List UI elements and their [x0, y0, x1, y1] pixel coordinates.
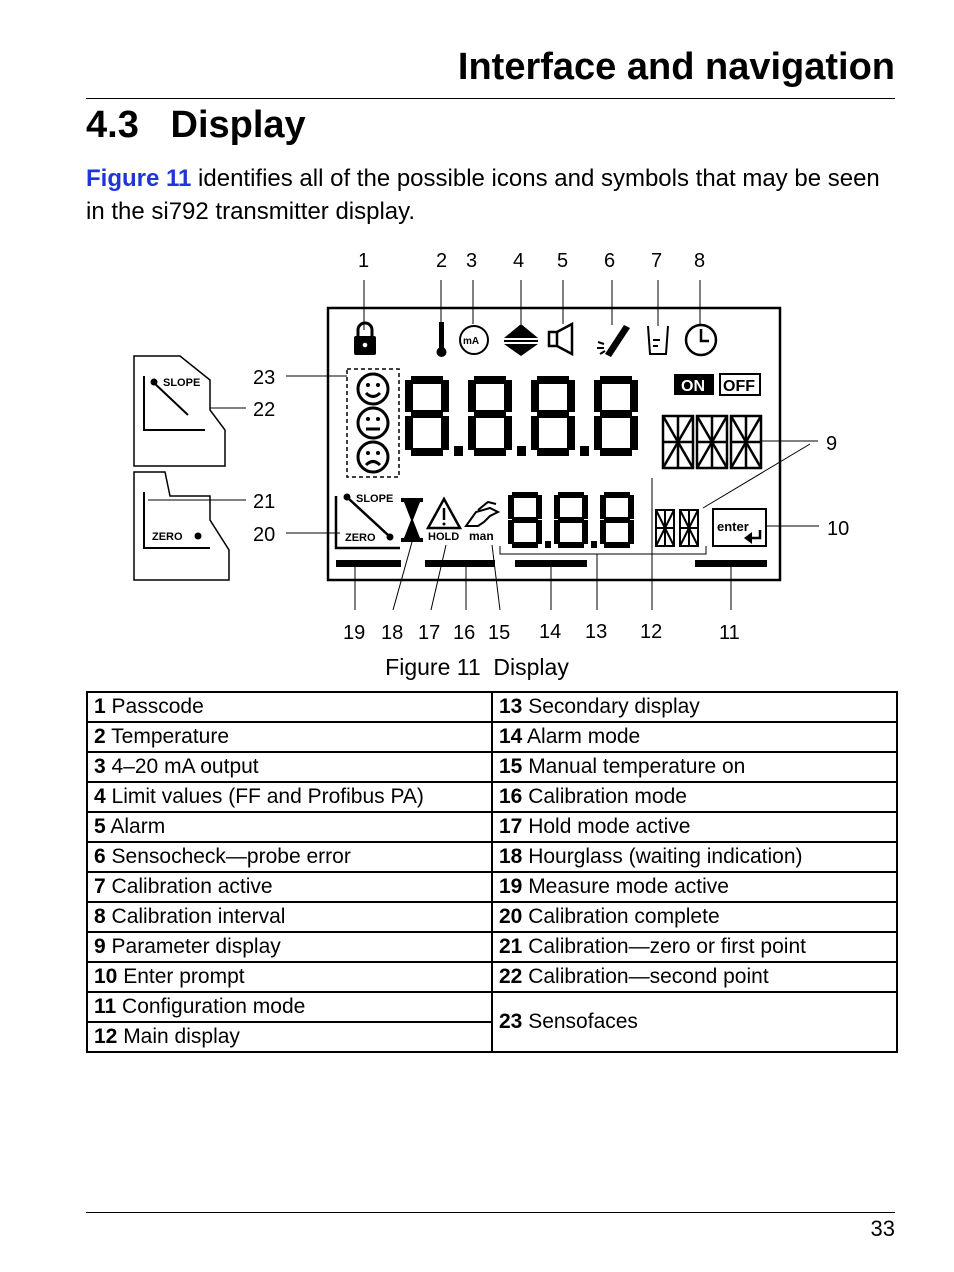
legend-cell	[87, 962, 492, 992]
legend-text: Calibration active	[105, 875, 273, 898]
legend-cell	[87, 812, 492, 842]
legend-text: Parameter display	[105, 935, 281, 958]
header-rule	[86, 98, 895, 99]
legend-number: 11	[94, 995, 117, 1018]
legend-number: 17	[499, 815, 523, 838]
thermometer-icon	[437, 322, 447, 357]
legend-cell	[87, 902, 492, 932]
header-title: Interface and navigation	[457, 46, 895, 88]
zero-dot	[195, 533, 202, 540]
legend-cell	[87, 872, 492, 902]
hourglass-icon	[401, 498, 423, 542]
legend-row	[87, 692, 897, 722]
sensocheck-icon	[597, 325, 630, 357]
legend-row	[87, 722, 897, 752]
intro-paragraph	[86, 162, 886, 228]
callout-number: 19	[343, 622, 366, 644]
legend-text: Sensofaces	[522, 1010, 638, 1033]
legend-number: 3	[94, 755, 106, 778]
legend-cell	[492, 902, 897, 932]
legend-number: 14	[499, 725, 523, 748]
legend-text: Passcode	[105, 695, 204, 718]
legend-cell	[87, 692, 492, 722]
legend-cell	[87, 722, 492, 752]
legend-number: 9	[94, 935, 106, 958]
alnum-digit	[731, 416, 761, 468]
callout-number: 1	[358, 250, 370, 272]
main-digit	[531, 376, 589, 456]
smiley-icon	[358, 374, 388, 404]
secondary-digit	[508, 492, 551, 548]
secondary-alnum	[656, 510, 698, 546]
legend-text: Hourglass (waiting indication)	[522, 845, 803, 868]
callout-number: 9	[826, 433, 838, 455]
legend-number: 18	[499, 845, 523, 868]
legend-number: 12	[94, 1025, 118, 1048]
callout-number: 18	[381, 622, 404, 644]
alnum-digit	[663, 416, 693, 468]
callout-number: 16	[453, 622, 476, 644]
main-display	[405, 376, 638, 456]
legend-text: Secondary display	[522, 695, 700, 718]
legend-number: 19	[499, 875, 523, 898]
legend-text: Sensocheck—probe error	[105, 845, 351, 868]
callout-number: 3	[466, 250, 478, 272]
legend-text: Measure mode active	[522, 875, 729, 898]
legend-row	[87, 992, 897, 1022]
legend-number: 23	[499, 1010, 523, 1033]
legend-number: 2	[94, 725, 106, 748]
legend-number: 15	[499, 755, 523, 778]
main-digit	[468, 376, 526, 456]
legend-text: Alarm	[105, 815, 166, 838]
legend-text: Limit values (FF and Profibus PA)	[105, 785, 424, 808]
secondary-digit	[554, 492, 597, 548]
legend-row	[87, 812, 897, 842]
sad-face-icon	[358, 442, 388, 472]
small-alnum-digit	[680, 510, 698, 546]
zero-panel-inset	[134, 472, 229, 580]
alarm-horn-icon	[549, 324, 572, 354]
legend-cell	[492, 812, 897, 842]
legend-text: Calibration—zero or first point	[522, 935, 806, 958]
legend-row	[87, 752, 897, 782]
callout-number: 13	[585, 621, 608, 643]
legend-row	[87, 962, 897, 992]
figure-caption: Figure 11 Display	[385, 654, 569, 680]
legend-number: 10	[94, 965, 118, 988]
callout-number: 2	[436, 250, 448, 272]
lcd-zero-dot	[387, 534, 394, 541]
legend-cell	[87, 1022, 492, 1052]
callout-number: 5	[557, 250, 569, 272]
zero-inset-label: ZERO	[152, 531, 183, 543]
callout-number: 12	[640, 621, 663, 643]
legend-text: Hold mode active	[522, 815, 691, 838]
legend-number: 16	[499, 785, 523, 808]
legend-cell	[87, 752, 492, 782]
warning-triangle-icon	[428, 499, 460, 528]
main-digit	[594, 376, 638, 456]
legend-text: Manual temperature on	[522, 755, 746, 778]
callout-number: 22	[253, 399, 276, 421]
legend-text: 4–20 mA output	[105, 755, 259, 778]
limit-arrows-icon	[504, 324, 538, 356]
callout-number: 15	[488, 622, 511, 644]
neutral-face-icon	[358, 408, 388, 438]
figure-reference-link[interactable]: Figure 11	[86, 165, 192, 192]
lock-icon	[354, 323, 376, 355]
slope-panel-inset	[134, 356, 225, 466]
legend-text: Alarm mode	[522, 725, 641, 748]
lcd-slope-label: SLOPE	[356, 493, 394, 505]
main-digit	[405, 376, 463, 456]
footer-rule	[86, 1212, 895, 1213]
legend-cell	[492, 782, 897, 812]
small-alnum-digit	[656, 510, 674, 546]
legend-number: 5	[94, 815, 106, 838]
mode-bars	[336, 560, 767, 567]
legend-cell	[492, 872, 897, 902]
callout-number: 10	[827, 518, 850, 540]
legend-cell	[492, 992, 897, 1052]
calibration-beaker-icon	[648, 326, 668, 354]
legend-cell	[492, 692, 897, 722]
legend-row	[87, 782, 897, 812]
legend-cell	[492, 842, 897, 872]
slope-dot	[151, 379, 158, 386]
callout-number: 17	[418, 622, 441, 644]
legend-text: Calibration mode	[522, 785, 687, 808]
callout-number: 7	[651, 250, 663, 272]
svg-text:mA: mA	[463, 336, 480, 347]
legend-number: 7	[94, 875, 106, 898]
legend-text: Enter prompt	[117, 965, 245, 988]
legend-cell	[492, 752, 897, 782]
callout-number: 6	[604, 250, 616, 272]
legend-number: 21	[499, 935, 523, 958]
legend-number: 13	[499, 695, 523, 718]
callout-number: 4	[513, 250, 525, 272]
ma-output-icon	[460, 326, 488, 354]
legend-row	[87, 872, 897, 902]
legend-number: 8	[94, 905, 106, 928]
legend-text: Calibration complete	[522, 905, 720, 928]
secondary-display	[508, 492, 634, 548]
legend-table	[86, 691, 898, 1053]
legend-number: 4	[94, 785, 106, 808]
legend-cell	[492, 722, 897, 752]
legend-text: Main display	[117, 1025, 240, 1048]
hand-icon	[466, 502, 498, 526]
legend-row	[87, 842, 897, 872]
lcd-slope-dot	[344, 494, 351, 501]
page-number: 33	[870, 1216, 895, 1241]
legend-number: 1	[94, 695, 106, 718]
callout-number: 20	[253, 524, 276, 546]
legend-cell	[492, 932, 897, 962]
legend-number: 20	[499, 905, 523, 928]
off-label: OFF	[723, 378, 755, 395]
slope-inset-label: SLOPE	[163, 377, 201, 389]
secondary-digit	[600, 492, 634, 548]
legend-cell	[87, 992, 492, 1022]
legend-text: Calibration—second point	[522, 965, 769, 988]
legend-text: Calibration interval	[105, 905, 286, 928]
callout-number: 11	[719, 622, 740, 644]
intro-text: identifies all of the possible icons and symbols that may be seen in the si792 transmitter display.	[86, 165, 880, 225]
callout-number: 8	[694, 250, 706, 272]
legend-number: 22	[499, 965, 523, 988]
parameter-display	[663, 416, 761, 468]
legend-text: Configuration mode	[116, 995, 306, 1018]
legend-cell	[87, 842, 492, 872]
callout-number: 14	[539, 621, 562, 643]
display-figure	[0, 230, 954, 650]
alnum-digit	[697, 416, 727, 468]
legend-cell	[87, 932, 492, 962]
section-title: 4.3 Display	[86, 104, 306, 146]
hold-label: HOLD	[428, 531, 460, 543]
legend-text: Temperature	[105, 725, 230, 748]
legend-number: 6	[94, 845, 106, 868]
legend-row	[87, 932, 897, 962]
legend-cell	[87, 782, 492, 812]
man-label: man	[469, 529, 494, 543]
legend-row	[87, 902, 897, 932]
enter-label: enter	[717, 519, 749, 534]
callout-number: 23	[253, 367, 276, 389]
on-label: ON	[681, 378, 705, 395]
legend-cell	[492, 962, 897, 992]
callout-number: 21	[253, 491, 276, 513]
clock-icon	[686, 325, 716, 355]
lcd-zero-label: ZERO	[345, 532, 376, 544]
